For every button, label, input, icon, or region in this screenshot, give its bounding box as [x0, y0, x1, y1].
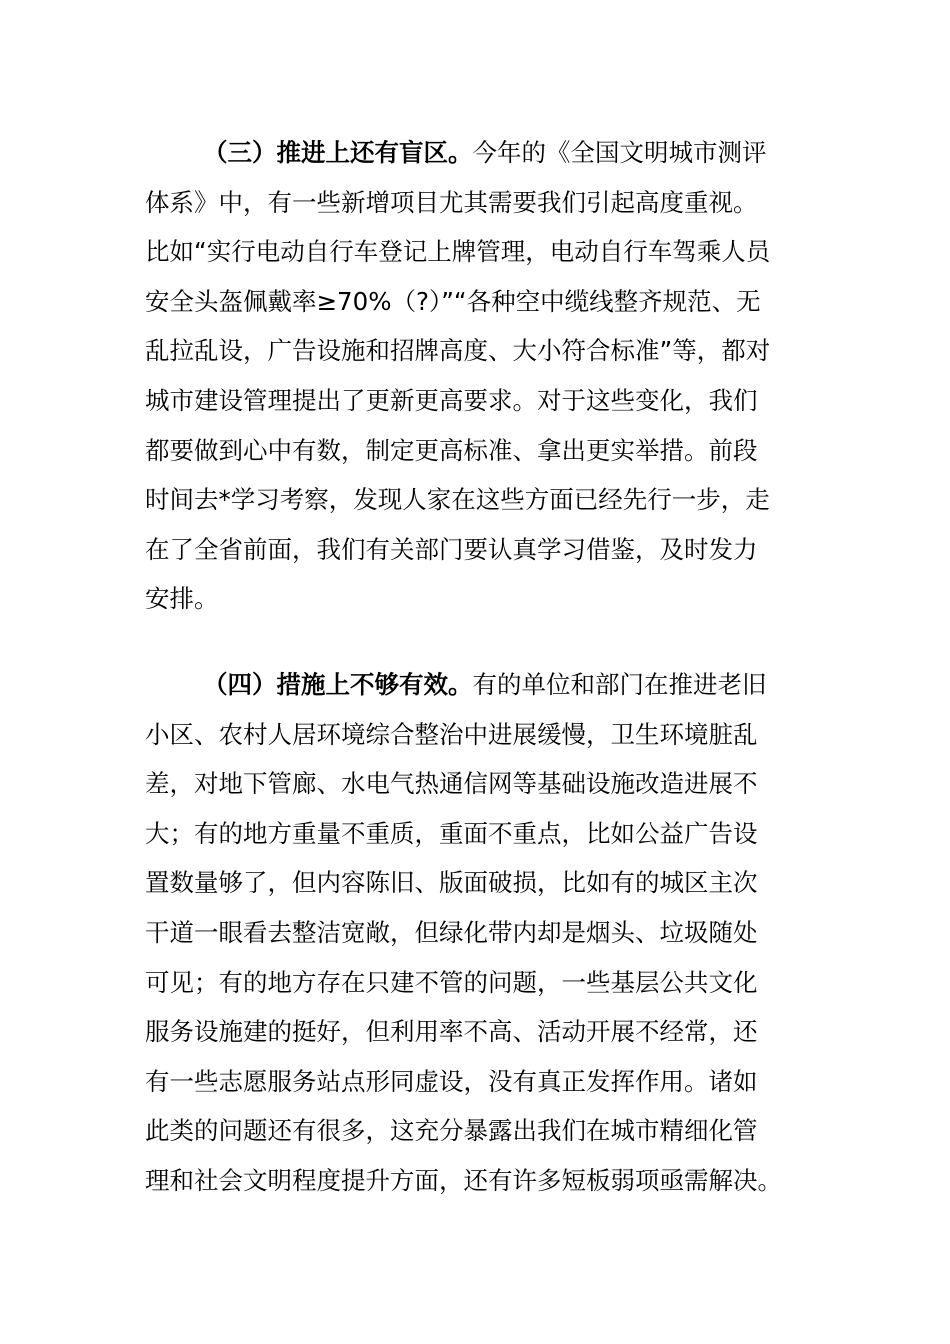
body-text-line: 安全头盔佩戴率≥70%（?）”“各种空中缆线整齐规范、无 — [145, 286, 761, 316]
paragraph-first-line — [145, 128, 805, 178]
body-text-line: 可见；有的地方存在只建不管的问题，一些基层公共文化 — [145, 967, 758, 997]
body-text-line: 今年的《全国文明城市测评 — [472, 138, 767, 167]
paragraph-section-4 — [145, 660, 805, 1206]
body-text-line: 安排。 — [145, 584, 219, 614]
body-text-line: 体系》中，有一些新增项目尤其需要我们引起高度重视。 — [145, 187, 758, 217]
body-text-line: 差，对地下管廊、水电气热通信网等基础设施改造进展不 — [145, 769, 758, 799]
section-heading: （四）措施上不够有效。 — [203, 670, 473, 699]
body-text-line: 小区、农村人居环境综合整治中进展缓慢，卫生环境脏乱 — [145, 719, 758, 749]
body-text-line: 城市建设管理提出了更新更高要求。对于这些变化，我们 — [145, 385, 758, 415]
paragraph-first-line — [145, 660, 805, 710]
body-text-line: 比如“实行电动自行车登记上牌管理，电动自行车驾乘人员 — [145, 237, 771, 267]
body-text-line: 在了全省前面，我们有关部门要认真学习借鉴，及时发力 — [145, 534, 758, 564]
body-text-line: 置数量够了，但内容陈旧、版面破损，比如有的城区主次 — [145, 868, 758, 898]
body-text-line: 乱拉乱设，广告设施和招牌高度、大小符合标准”等，都对 — [145, 336, 771, 366]
body-text-line: 有的单位和部门在推进老旧 — [472, 670, 767, 699]
body-text-line: 此类的问题还有很多，这充分暴露出我们在城市精细化管 — [145, 1116, 758, 1146]
body-text-line: 都要做到心中有数，制定更高标准、拿出更实举措。前段 — [145, 435, 758, 465]
body-text-line: 理和社会文明程度提升方面，还有许多短板弱项亟需解决。 — [145, 1165, 782, 1195]
body-text-line: 有一些志愿服务站点形同虚设，没有真正发挥作用。诸如 — [145, 1066, 758, 1096]
section-heading: （三）推进上还有盲区。 — [203, 138, 473, 167]
paragraph-section-3 — [145, 128, 805, 624]
body-text-line: 服务设施建的挺好，但利用率不高、活动开展不经常，还 — [145, 1017, 758, 1047]
body-text-line: 干道一眼看去整洁宽敞，但绿化带内却是烟头、垃圾随处 — [145, 917, 758, 947]
body-text-line: 大；有的地方重量不重质，重面不重点，比如公益广告设 — [145, 818, 758, 848]
body-text-line: 时间去*学习考察，发现人家在这些方面已经先行一步，走 — [145, 485, 770, 515]
